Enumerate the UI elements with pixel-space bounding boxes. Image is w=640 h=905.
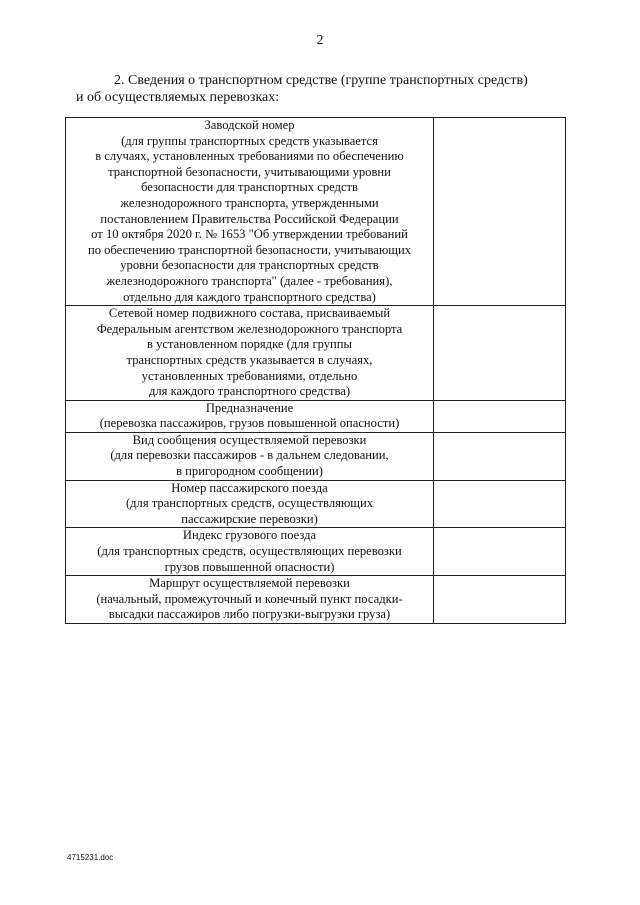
field-description-line: (для транспортных средств, осуществляющих [125, 496, 374, 511]
field-description-line: установленных требованиями, отдельно [141, 368, 358, 383]
field-value-cell[interactable] [434, 118, 566, 306]
field-description [66, 400, 434, 432]
table-row [66, 528, 566, 576]
field-description-line: постановлением Правительства Российской Федерации [100, 211, 399, 226]
section-heading [76, 72, 570, 106]
field-description-line: Маршрут осуществляемой перевозки [149, 576, 350, 591]
field-value-cell[interactable] [434, 480, 566, 528]
field-description-line: железнодорожного транспорта, утвержденными [120, 195, 379, 210]
field-description-line: Сетевой номер подвижного состава, присваиваемый [108, 306, 391, 321]
table-row [66, 576, 566, 624]
field-description [66, 576, 434, 624]
field-description-line: (для транспортных средств, осуществляющих перевозки [97, 544, 402, 559]
document-filename: 4715231.doc [67, 853, 114, 862]
table-row [66, 118, 566, 306]
field-description [66, 118, 434, 306]
field-description-line: пассажирские перевозки) [181, 511, 318, 526]
field-description-line: по обеспечению транспортной безопасности, учитывающих [87, 242, 412, 257]
field-description-line: уровни безопасности для транспортных средств [120, 258, 379, 273]
table-row [66, 480, 566, 528]
vehicle-info-table [65, 117, 566, 624]
field-description-line: (для перевозки пассажиров - в дальнем следовании, [110, 448, 389, 463]
field-description-line: для каждого транспортного средства) [148, 384, 351, 399]
field-description-line: безопасности для транспортных средств [140, 180, 358, 195]
field-description-line: железнодорожного транспорта" (далее - требования), [106, 273, 393, 288]
field-description-line: (начальный, промежуточный и конечный пункт посадки- [96, 591, 403, 606]
field-description-line: Индекс грузового поезда [182, 528, 317, 543]
field-value-cell[interactable] [434, 528, 566, 576]
table-row [66, 306, 566, 401]
field-description-line: в пригородном сообщении) [176, 464, 323, 479]
field-description-line: Заводской номер [204, 118, 295, 132]
field-description [66, 528, 434, 576]
field-description-line: от 10 октября 2020 г. № 1653 "Об утверждении требований [91, 227, 408, 242]
field-description-line: (для группы транспортных средств указывается [121, 133, 378, 148]
field-description-line: Федеральным агентством железнодорожного транспорта [96, 321, 403, 336]
field-description-line: Номер пассажирского поезда [171, 480, 328, 495]
field-value-cell[interactable] [434, 576, 566, 624]
field-description-line: транспортной безопасности, учитывающими уровни [108, 164, 391, 179]
field-value-cell[interactable] [434, 432, 566, 480]
table-row [66, 432, 566, 480]
field-description-line: высадки пассажиров либо погрузки-выгрузки груза) [108, 607, 391, 622]
field-description-line: Предназначение [205, 400, 294, 415]
page-number: 2 [316, 33, 324, 48]
section-heading-line-2: и об осуществляемых перевозках: [76, 90, 280, 105]
field-value-cell[interactable] [434, 400, 566, 432]
field-description [66, 432, 434, 480]
section-heading-line-1: 2. Сведения о транспортном средстве (группе транспортных средств) [114, 73, 528, 88]
field-description-line: Вид сообщения осуществляемой перевозки [132, 432, 367, 447]
field-description-line: в установленном порядке (для группы [146, 337, 352, 352]
field-description-line: транспортных средств указывается в случаях, [126, 352, 373, 367]
field-description-line: (перевозка пассажиров, грузов повышенной опасности) [99, 416, 400, 431]
field-description-line: отдельно для каждого транспортного средства) [123, 289, 376, 304]
table-row [66, 400, 566, 432]
field-description [66, 480, 434, 528]
field-description-line: в случаях, установленных требованиями по обеспечению [95, 149, 404, 164]
field-description-line: грузов повышенной опасности) [164, 559, 335, 574]
field-value-cell[interactable] [434, 306, 566, 401]
field-description [66, 306, 434, 401]
